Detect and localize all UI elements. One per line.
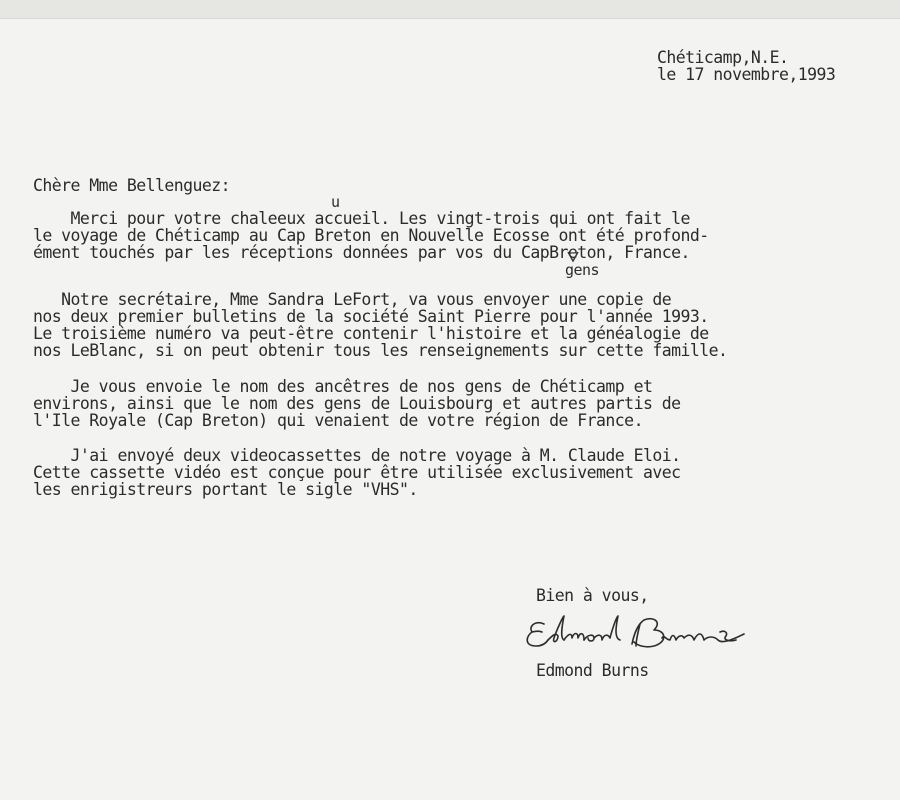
paragraph-2-line-1: Notre secrétaire, Mme Sandra LeFort, va vous envoyer une copie de [33,290,672,309]
letter-place: Chéticamp,N.E. [657,48,789,67]
letter-date: le 17 novembre,1993 [657,65,836,84]
closing: Bien à vous, [536,586,649,605]
paragraph-2-line-4: nos LeBlanc, si on peut obtenir tous les renseignements sur cette famille. [33,341,728,360]
handwritten-correction-gens: gens [565,261,599,279]
paragraph-2-line-2: nos deux premier bulletins de la société Saint Pierre pour l'année 1993. [33,307,709,326]
handwritten-signature [522,610,772,658]
paragraph-4-line-1: J'ai envoyé deux videocassettes de notre voyage à M. Claude Eloi. [33,446,681,465]
paragraph-4-line-3: les enrigistreurs portant le sigle "VHS". [33,480,418,499]
paragraph-1-line-1: Merci pour votre chaleeux accueil. Les vingt-trois qui ont fait le [33,209,690,228]
handwritten-correction-u: u [331,193,340,211]
paragraph-2-line-3: Le troisième numéro va peut-être contenir l'histoire et la généalogie de [33,324,709,343]
paragraph-3-line-2: environs, ainsi que le nom des gens de Louisbourg et autres partis de [33,394,681,413]
paragraph-1-line-3: ément touchés par les réceptions données par vos du CapBreton, France. [33,243,690,262]
salutation: Chère Mme Bellenguez: [33,176,231,195]
paragraph-4-line-2: Cette cassette vidéo est conçue pour être utilisée exclusivement avec [33,463,681,482]
paragraph-3-line-1: Je vous envoie le nom des ancêtres de nos gens de Chéticamp et [33,377,653,396]
paragraph-3-line-3: l'Ile Royale (Cap Breton) qui venaient de votre région de France. [33,411,643,430]
signature-name: Edmond Burns [536,661,649,680]
paragraph-1-line-2: le voyage de Chéticamp au Cap Breton en Nouvelle Ecosse ont été profond- [33,226,709,245]
paper-top-edge [0,0,900,19]
